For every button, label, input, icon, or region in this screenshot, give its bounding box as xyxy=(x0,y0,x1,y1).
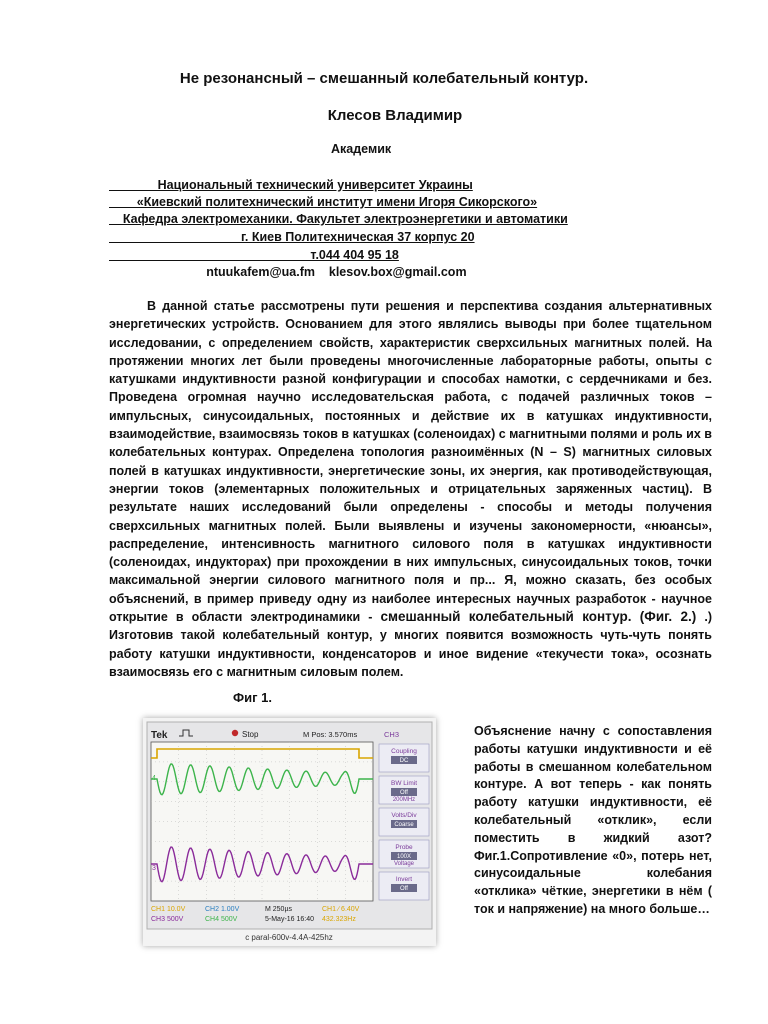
scope-menu-item xyxy=(379,872,429,900)
trace-marker-purple: 3 xyxy=(152,865,156,872)
status-ch4: CH4 500V xyxy=(205,916,238,923)
oscilloscope-figure xyxy=(143,718,436,946)
affiliation-institute: «Киевский политехнический институт имени Игоря Сикорского» xyxy=(109,195,538,209)
status-date: 5-May-16 16:40 xyxy=(265,916,315,923)
figure-caption: c paral-600v-4.4A-425hz xyxy=(245,933,333,942)
scope-menu-value: 100X xyxy=(396,854,412,860)
affiliation-emails[interactable]: ntuukafem@ua.fm klesov.box@gmail.com xyxy=(109,265,467,279)
scope-menu-title: Coupling xyxy=(391,748,417,755)
body-emphasis: смешанный колебательный контур. (Фиг. 2.) xyxy=(380,609,697,625)
author-rank: Академик xyxy=(331,142,392,156)
affiliation-address: г. Киев Политехническая 37 корпус 20 xyxy=(109,230,475,244)
scope-menu-item xyxy=(379,808,429,836)
side-text-tail: Сопротивление «0», потерь нет, синусоидальные колебания «отклика» чёткие, энергетики в нём ( ток и напряжение) на много больше… xyxy=(474,848,712,916)
figure-label: Фиг 1. xyxy=(233,690,272,705)
scope-menu-value: Off xyxy=(400,790,408,796)
scope-menu-value: Coarse xyxy=(394,822,414,828)
affiliation-phone: т.044 404 95 18 xyxy=(109,248,399,262)
affiliation-university: Национальный технический университет Украины xyxy=(109,178,473,192)
oscilloscope-screenshot xyxy=(143,718,436,946)
scope-menu-value: DC xyxy=(399,758,409,764)
side-text: Объяснение начну с сопоставления работы катушки индуктивности и её работы в смешанном колебательном контуре. А вот теперь - как понять работу катушки индуктивности, её колебательный «отклик», если поместить в жидкий азот? xyxy=(474,724,712,845)
scope-menu-value: 200MHz xyxy=(392,797,416,803)
status-ch1: CH1 10.0V xyxy=(151,906,186,913)
status-ch3: CH3 500V xyxy=(151,916,184,923)
body-paragraph xyxy=(109,297,712,681)
scope-mpos: M Pos: 3.570ms xyxy=(303,730,358,739)
scope-stop: Stop xyxy=(242,730,259,739)
status-ch1-trigger: CH1 ∕ 6.40V xyxy=(322,906,360,913)
scope-brand: Tek xyxy=(151,730,168,741)
scope-menu-value: Voltage xyxy=(393,861,415,867)
document-title: Не резонансный – смешанный колебательный контур. xyxy=(179,70,589,87)
scope-side-menu xyxy=(379,744,429,900)
scope-menu-item xyxy=(379,840,429,868)
scope-menu-title: BW Limit xyxy=(391,780,417,787)
affiliation-department: Кафедра электромеханики. Факультет электроэнергетики и автоматики xyxy=(109,212,568,226)
scope-menu-title: Probe xyxy=(395,844,413,851)
side-paragraph xyxy=(474,723,712,919)
side-fig-ref: Фиг.1. xyxy=(474,848,511,863)
body-text-tail: .) Изготовив такой колебательный контур, у многих появится возможность чуть-чуть понять работу катушки индуктивности, конденсаторов и иное видение «текучести тока», осознать взаимосвязь его с магнитным силовым полем. xyxy=(109,610,712,679)
scope-menu-item xyxy=(379,744,429,772)
scope-menu-value: Off xyxy=(400,886,408,892)
status-ch2: CH2 1.00V xyxy=(205,906,240,913)
body-text: В данной статье рассмотрены пути решения и перспектива создания альтернативных энергетических устройств. Основанием для этого являлись выводы при более тщательном исследовании, с определением свойств, характеристик сверхсильных магнитных полей. На протяжении многих лет были проведены многочисленные лабораторные работы, опыты с катушками индуктивности разной конфигурации и способах намотки, с сердечниками и без. Проведена огромная научно исследовательская работа, с подачей различных токов – импульсных, синусоидальных, постоянных и действие их в катушках индуктивности, взаимодействие, взаимосвязь токов в катушках (соленоидах) с магнитными полями и роль их в колебательных контурах. Определена топология разноимённых (N – S) магнитных силовых полей в катушках индуктивности, энергетические зоны, их энергия, как противодействующая, энергии токов (элементарных положительных и отрицательных заряженных частиц). В результате наших исследований были определены - способы и методы получения сверхсильных магнитных полей. Были выявлены и изучены закономерности, «нюансы», распределение, интенсивность магнитного силового поля в катушках индуктивности (соленоидах, индукторах) при прохождении в них импульсных, синусоидальных токов, точки максимальной энергии силового магнитного поля и пр... Я, можно сказать, без особых объяснений, в пример приведу одну из наиболее интересных научных разработок - научное открытие в области электродинамики - xyxy=(109,299,712,625)
status-m: M 250µs xyxy=(265,906,292,913)
author-name: Клесов Владимир xyxy=(327,107,463,124)
trace-marker-green: 4 xyxy=(152,775,156,782)
scope-menu-item xyxy=(379,776,429,804)
stop-icon xyxy=(232,730,238,736)
scope-menu-title: Invert xyxy=(395,876,413,883)
scope-ch3-label: CH3 xyxy=(384,730,400,739)
scope-menu-title: Volts/Div xyxy=(391,812,417,819)
status-frequency: 432.323Hz xyxy=(322,916,356,923)
